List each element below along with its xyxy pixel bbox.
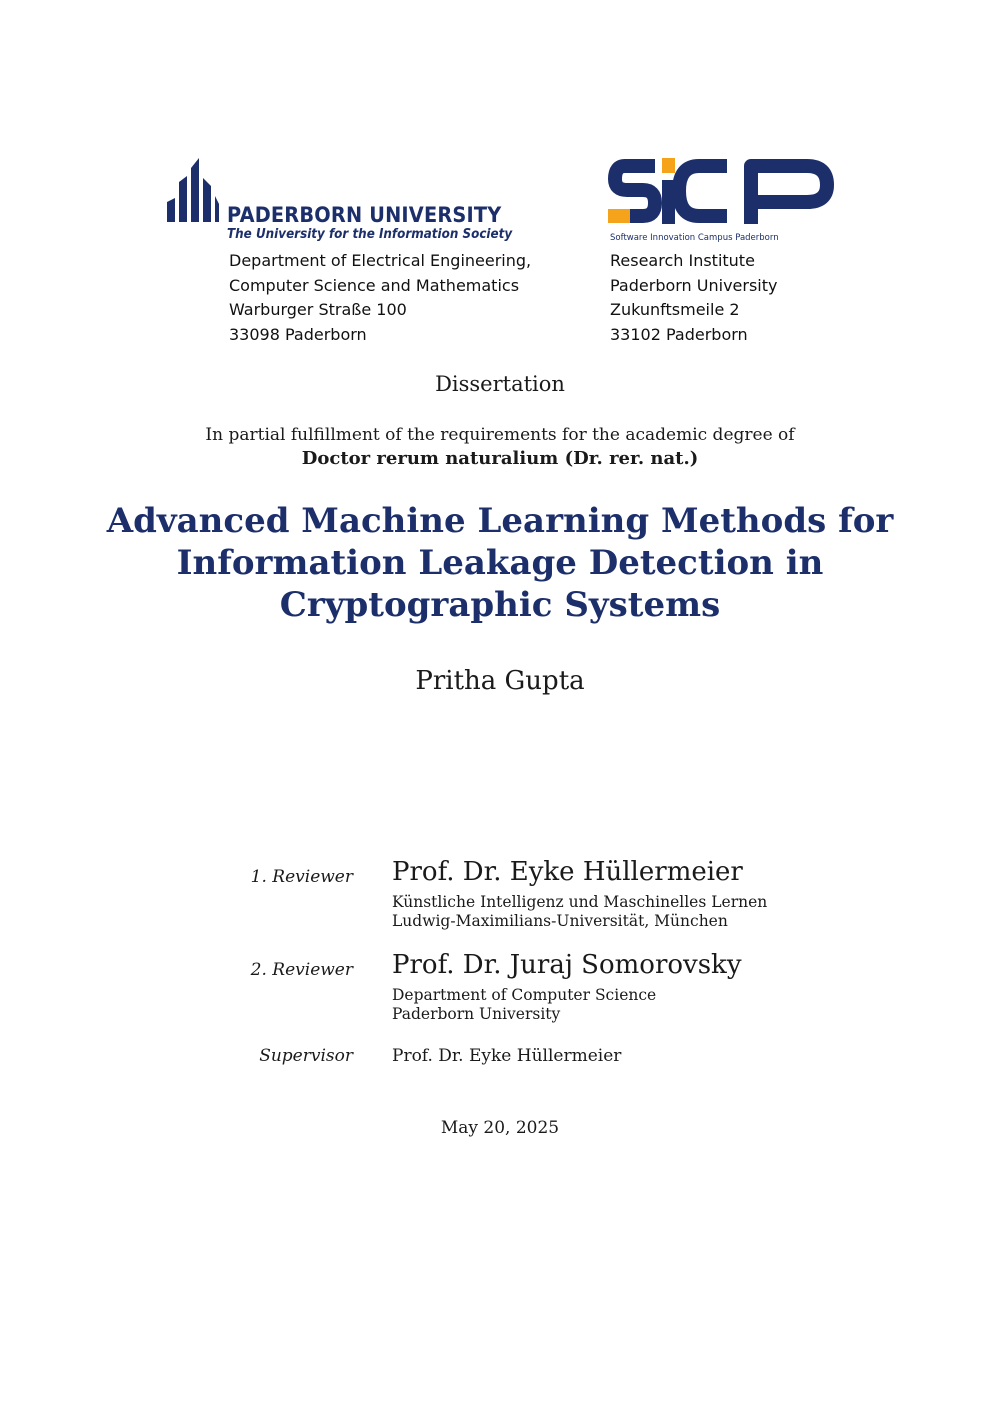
document-type: Dissertation bbox=[435, 372, 565, 396]
address-line: Warburger Straße 100 bbox=[229, 300, 407, 319]
affiliation-line: Department of Computer Science bbox=[392, 986, 657, 1004]
reviewer-1-label: 1. Reviewer bbox=[250, 867, 353, 887]
title-line: Cryptographic Systems bbox=[279, 585, 721, 625]
paderborn-university-logo-icon bbox=[165, 154, 225, 226]
address-line: Department of Electrical Engineering, bbox=[229, 251, 532, 270]
address-line: 33102 Paderborn bbox=[610, 324, 748, 344]
degree-name: Doctor rerum naturalium (Dr. rer. nat.) bbox=[301, 448, 699, 469]
address-line: 33098 Paderborn bbox=[229, 324, 367, 344]
affiliation-line: Ludwig-Maximilians-Universität, München bbox=[392, 912, 728, 930]
address-line: Paderborn University bbox=[610, 275, 778, 295]
supervisor-label: Supervisor bbox=[259, 1046, 353, 1066]
reviewer-2-name: Prof. Dr. Juraj Somorovsky bbox=[392, 950, 742, 980]
paderborn-university-tagline: The University for the Information Society bbox=[227, 227, 513, 242]
title-line: Advanced Machine Learning Methods for bbox=[106, 501, 894, 541]
reviewer-2-affiliation bbox=[392, 986, 656, 1024]
sicp-logo-icon bbox=[607, 152, 839, 232]
thesis-title bbox=[0, 500, 1000, 626]
author-name: Pritha Gupta bbox=[415, 666, 585, 696]
address-right bbox=[610, 249, 778, 347]
supervisor-name: Prof. Dr. Eyke Hüllermeier bbox=[392, 1046, 622, 1066]
fulfillment-statement: In partial fulfillment of the requirements for the academic degree of bbox=[205, 425, 795, 445]
address-left bbox=[229, 249, 531, 347]
address-line: Zukunftsmeile 2 bbox=[610, 300, 740, 319]
submission-date: May 20, 2025 bbox=[440, 1118, 560, 1138]
affiliation-line: Paderborn University bbox=[392, 1005, 561, 1023]
reviewer-1-name: Prof. Dr. Eyke Hüllermeier bbox=[392, 857, 743, 887]
title-line: Information Leakage Detection in bbox=[176, 543, 824, 583]
reviewer-1-affiliation bbox=[392, 893, 767, 931]
address-line: Research Institute bbox=[610, 251, 755, 270]
address-line: Computer Science and Mathematics bbox=[229, 275, 520, 295]
paderborn-university-name: PADERBORN UNIVERSITY bbox=[227, 203, 502, 227]
affiliation-line: Künstliche Intelligenz und Maschinelles Lernen bbox=[392, 893, 768, 911]
reviewer-2-label: 2. Reviewer bbox=[250, 960, 353, 980]
sicp-tagline: Software Innovation Campus Paderborn bbox=[610, 233, 779, 243]
